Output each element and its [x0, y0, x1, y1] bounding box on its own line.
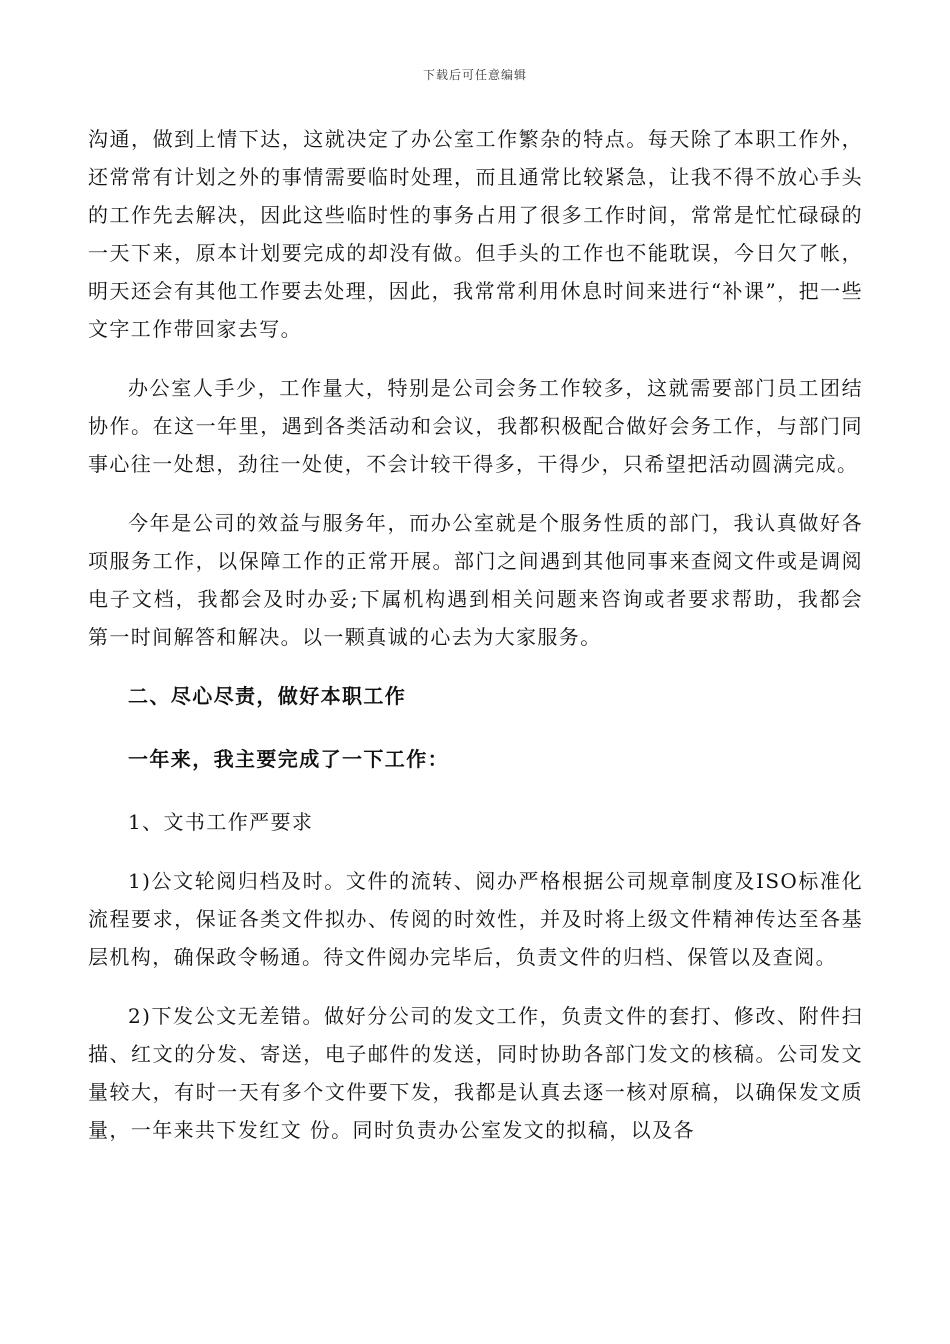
list-heading-document-work: 1、文书工作严要求 [128, 810, 314, 834]
section-heading: 二、尽心尽责，做好本职工作 [128, 684, 407, 708]
paragraph-teamwork: 办公室人手少，工作量大，特别是公司会务工作较多，这就需要部门员工团结协作。在这一年里，遇到各类活动和会议，我都积极配合做好会务工作，与部门同事心往一处想，劲往一处使，不会计较干得多，干得少，只希望把活动圆满完成。 [88, 376, 863, 476]
paragraph-communication: 沟通，做到上情下达，这就决定了办公室工作繁杂的特点。每天除了本职工作外，还常常有计划之外的事情需要临时处理，而且通常比较紧急，让我不得不放心手头的工作先去解决，因此这些临时性的事务占用了很多工作时间，常常是忙忙碌碌的一天下来，原本计划要完成的却没有做。但手头的工作也不能耽误，今日欠了帐，明天还会有其他工作要去处理，因此，我常常利用休息时间来进行“补课”，把一些文字工作带回家去写。 [88, 127, 863, 341]
paragraph-service: 今年是公司的效益与服务年，而办公室就是个服务性质的部门，我认真做好各项服务工作，以保障工作的正常开展。部门之间遇到其他同事来查阅文件或是调阅电子文档，我都会及时办妥;下属机构遇到相关问题来咨询或者要求帮助，我都会第一时间解答和解决。以一颗真诚的心去为大家服务。 [88, 511, 863, 649]
paragraph-item-1: 1)公文轮阅归档及时。文件的流转、阅办严格根据公司规章制度及ISO标准化流程要求，保证各类文件拟办、传阅的时效性，并及时将上级文件精神传达至各基层机构，确保政令畅通。待文件阅办完毕后，负责文件的归档、保管以及查阅。 [88, 869, 863, 969]
subsection-heading: 一年来，我主要完成了一下工作： [128, 747, 449, 771]
paragraph-item-2: 2)下发公文无差错。做好分公司的发文工作，负责文件的套打、修改、附件扫描、红文的分发、寄送，电子邮件的发送，同时协助各部门发文的核稿。公司发文量较大，有时一天有多个文件要下发，我都是认真去逐一核对原稿，以确保发文质量，一年来共下发红文 份。同时负责办公室发文的拟稿，以及各 [88, 1004, 863, 1142]
page-header-note: 下载后可任意编辑 [422, 68, 527, 82]
document-body [88, 120, 863, 1170]
